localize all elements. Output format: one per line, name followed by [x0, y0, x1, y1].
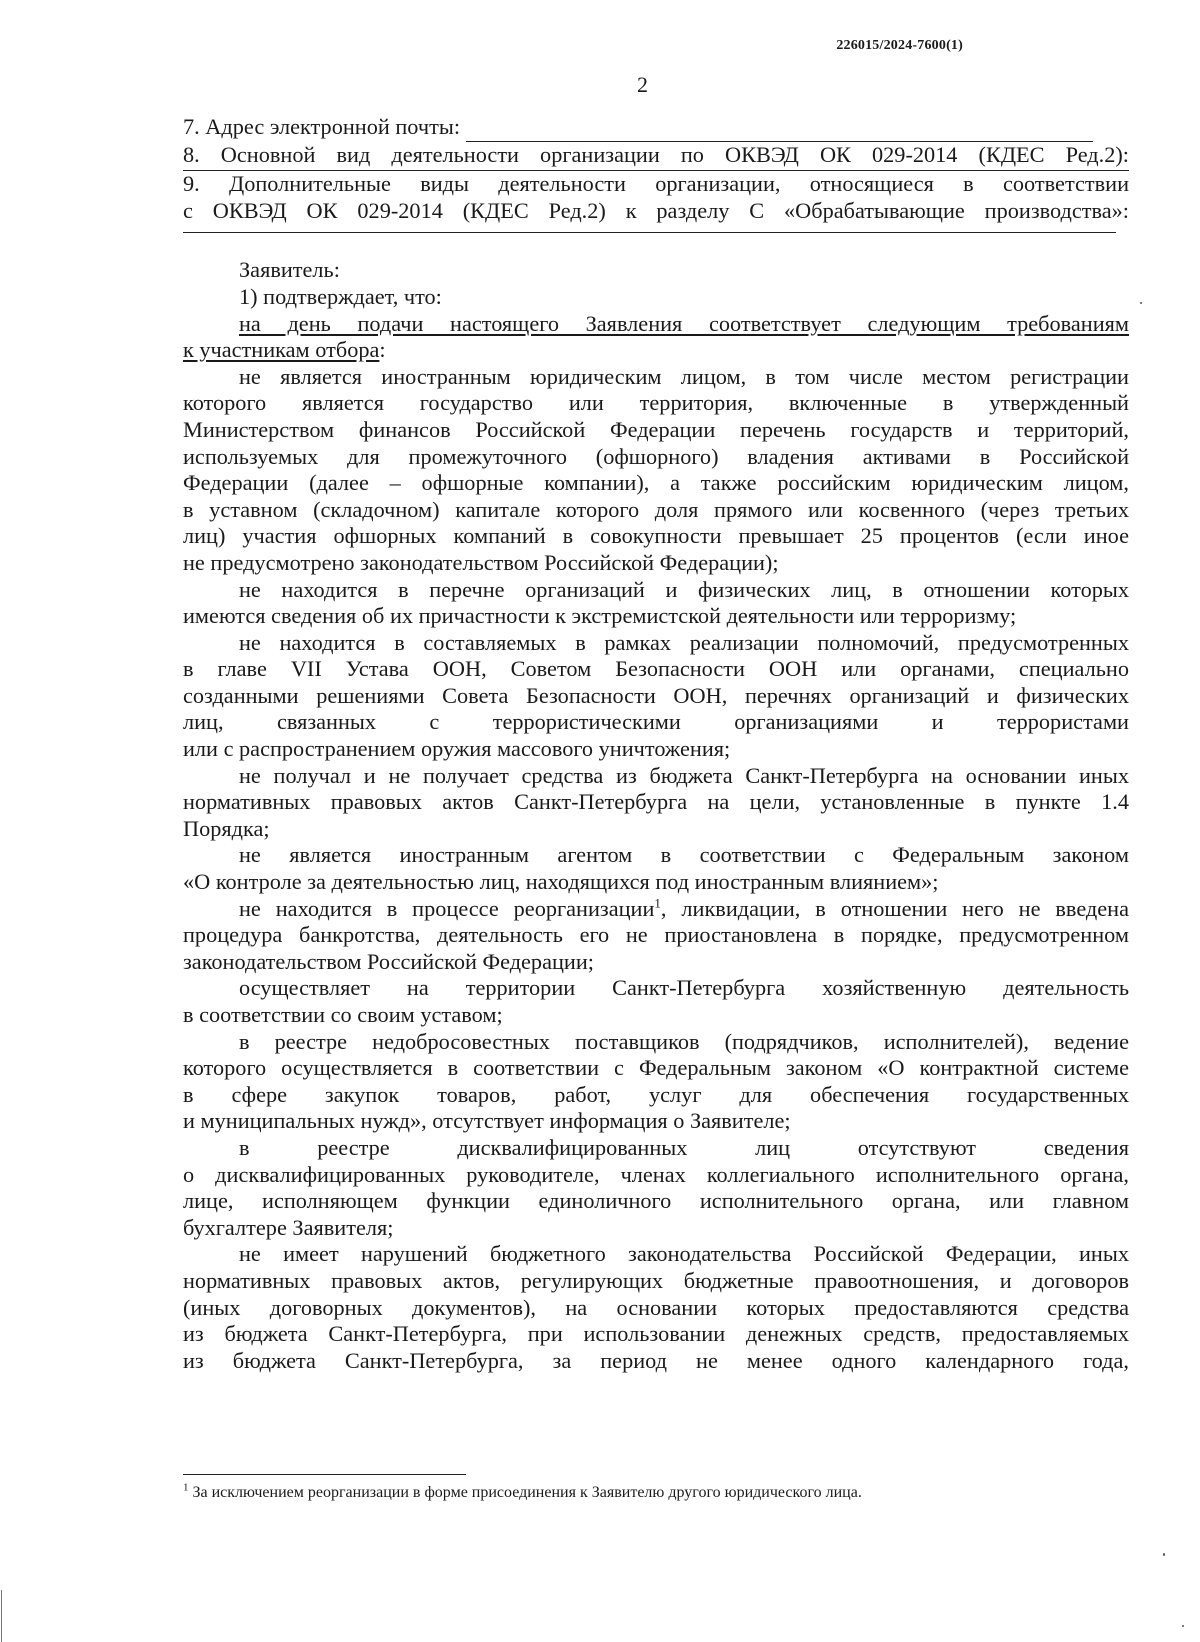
- footnote-mark: 1: [183, 1481, 189, 1494]
- paragraph-reorganization: [183, 896, 1129, 976]
- paragraph-line: нормативных правовых актов Санкт-Петербурга на цели, установленные в пункте 1.4: [183, 789, 1129, 815]
- text-run: не находится в процессе реорганизации: [239, 895, 655, 921]
- paragraph-line: процедура банкротства, деятельность его не приостановлена в порядке, предусмотренном: [183, 922, 1129, 948]
- page-number: 2: [637, 72, 648, 97]
- paragraph-line: которого является государство или территория, включенные в утвержденный: [183, 390, 1129, 416]
- paragraph-unfair-suppliers: [183, 1029, 1129, 1135]
- paragraph-disqualified: [183, 1135, 1129, 1241]
- scan-speck: [1182, 1625, 1184, 1627]
- paragraph-line: в сфере закупок товаров, работ, услуг для обеспечения государственных: [183, 1081, 1129, 1107]
- paragraph-line: бухгалтере Заявителя;: [183, 1214, 394, 1240]
- paragraph-line: из бюджета Санкт-Петербурга, за период не менее одного календарного года,: [183, 1347, 1129, 1373]
- text-run: , ликвидации, в отношении него не введена: [660, 895, 1130, 921]
- paragraph-line: и муниципальных нужд», отсутствует информация о Заявителе;: [183, 1108, 791, 1134]
- paragraph-line: не предусмотрено законодательством Российской Федерации);: [183, 549, 779, 575]
- paragraph-budget-violations: [183, 1241, 1129, 1374]
- paragraph-line: в соответствии со своим уставом;: [183, 1002, 503, 1027]
- paragraph-line: созданными решениями Совета Безопасности ООН, перечнях организаций и физических: [183, 682, 1129, 708]
- paragraph-line: не является иностранным агентом в соответствии с Федеральным законом: [239, 842, 1129, 868]
- paragraph-budget-funds: [183, 763, 1129, 843]
- paragraph-line: не получал и не получает средства из бюджета Санкт-Петербурга на основании иных: [239, 762, 1129, 788]
- paragraph-line: не является иностранным юридическим лицом, в том числе местом регистрации: [239, 363, 1129, 389]
- paragraph-line: не находится в перечне организаций и физических лиц, в отношении которых: [239, 576, 1129, 602]
- applicant-confirms: 1) подтверждает, что:: [239, 283, 442, 309]
- footnote-text: За исключением реорганизации в форме присоединения к Заявителю другого юридического лица.: [192, 1484, 862, 1501]
- document-number: 226015/2024-7600(1): [836, 38, 963, 53]
- paragraph-line: законодательством Российской Федерации;: [183, 948, 594, 974]
- requirements-intro-colon: :: [379, 337, 386, 363]
- paragraph-line: из бюджета Санкт-Петербурга, при использовании денежных средств, предоставляемых: [183, 1321, 1129, 1347]
- paragraph-line: осуществляет на территории Санкт-Петербурга хозяйственную деятельность: [239, 975, 1129, 1001]
- paragraph-line: [183, 896, 1129, 923]
- spacer: [183, 233, 1129, 257]
- scan-speck: [1140, 302, 1142, 304]
- paragraph-offshore: [183, 364, 1129, 577]
- requirements-intro-line2: [183, 337, 1129, 364]
- email-field-line: [183, 114, 1129, 142]
- paragraph-extremism: [183, 577, 1129, 630]
- paragraph-line: Министерством финансов Российской Федерации перечень государств и территорий,: [183, 416, 1129, 442]
- paragraph-line: в реестре недобросовестных поставщиков (подрядчиков, исполнителей), ведение: [239, 1028, 1129, 1054]
- paragraph-line: в реестре дисквалифицированных лиц отсутствуют сведения: [239, 1134, 1129, 1160]
- paragraph-line: лиц, связанных с террористическими организациями и террористами: [183, 709, 1129, 735]
- paragraph-economic-activity: [183, 975, 1129, 1028]
- paragraph-line: (иных договорных документов), на основании которых предоставляются средства: [183, 1294, 1129, 1320]
- okved-extra-label-line2: с ОКВЭД ОК 029-2014 (КДЕС Ред.2) к разделу С «Обрабатывающие производства»:: [183, 197, 1129, 223]
- footnote-reference[interactable]: 1: [654, 895, 661, 911]
- paragraph-line: о дисквалифицированных руководителе, членах коллегиального исполнительного органа,: [183, 1161, 1129, 1187]
- email-label: 7. Адрес электронной почты:: [183, 114, 461, 139]
- footnote-separator: [183, 1474, 466, 1475]
- paragraph-line: в главе VII Устава ООН, Советом Безопасности ООН или органами, специально: [183, 656, 1129, 682]
- applicant-title: Заявитель:: [239, 257, 340, 283]
- okved-extra-label-line1: 9. Дополнительные виды деятельности организации, относящиеся в соответствии: [183, 171, 1129, 197]
- paragraph-line: используемых для промежуточного (офшорного) владения активами в Российской: [183, 443, 1129, 469]
- paragraph-line: имеются сведения об их причастности к экстремистской деятельности или терроризму;: [183, 603, 1017, 629]
- paragraph-line: нормативных правовых актов, регулирующих бюджетные правоотношения, и договоров: [183, 1267, 1129, 1293]
- paragraph-line: не имеет нарушений бюджетного законодательства Российской Федерации, иных: [239, 1241, 1129, 1267]
- paragraph-line: или с распространением оружия массового уничтожения;: [183, 736, 731, 762]
- requirements-intro-underlined: к участникам отбора: [183, 337, 380, 363]
- paragraph-un-lists: [183, 630, 1129, 763]
- paragraph-line: Федерации (далее – офшорные компании), а также российским юридическим лицом,: [183, 470, 1129, 496]
- document-body: [183, 114, 1129, 1374]
- scan-speck: [1163, 1553, 1165, 1556]
- okved-main-label: 8. Основной вид деятельности организации по ОКВЭД ОК 029-2014 (КДЕС Ред.2):: [183, 141, 1129, 167]
- paragraph-line: которого осуществляется в соответствии с Федеральным законом «О контрактной системе: [183, 1055, 1129, 1081]
- paragraph-line: лице, исполняющем функции единоличного исполнительного органа, или главном: [183, 1188, 1129, 1214]
- paragraph-line: не находится в составляемых в рамках реализации полномочий, предусмотренных: [239, 629, 1129, 655]
- paragraph-line: в уставном (складочном) капитале которого доля прямого или косвенного (через третьих: [183, 496, 1129, 522]
- paragraph-line: «О контроле за деятельностью лиц, находящихся под иностранным влиянием»;: [183, 869, 939, 895]
- email-blank: [466, 114, 1093, 142]
- footnote: [183, 1481, 862, 1502]
- requirements-intro-line1: на день подачи настоящего Заявления соответствует следующим требованиям: [239, 310, 1129, 336]
- paragraph-foreign-agent: [183, 842, 1129, 895]
- paragraph-line: Порядка;: [183, 815, 270, 841]
- paragraph-line: лиц) участия офшорных компаний в совокупности превышает 25 процентов (если иное: [183, 523, 1129, 549]
- scan-edge-mark: [1, 1590, 2, 1642]
